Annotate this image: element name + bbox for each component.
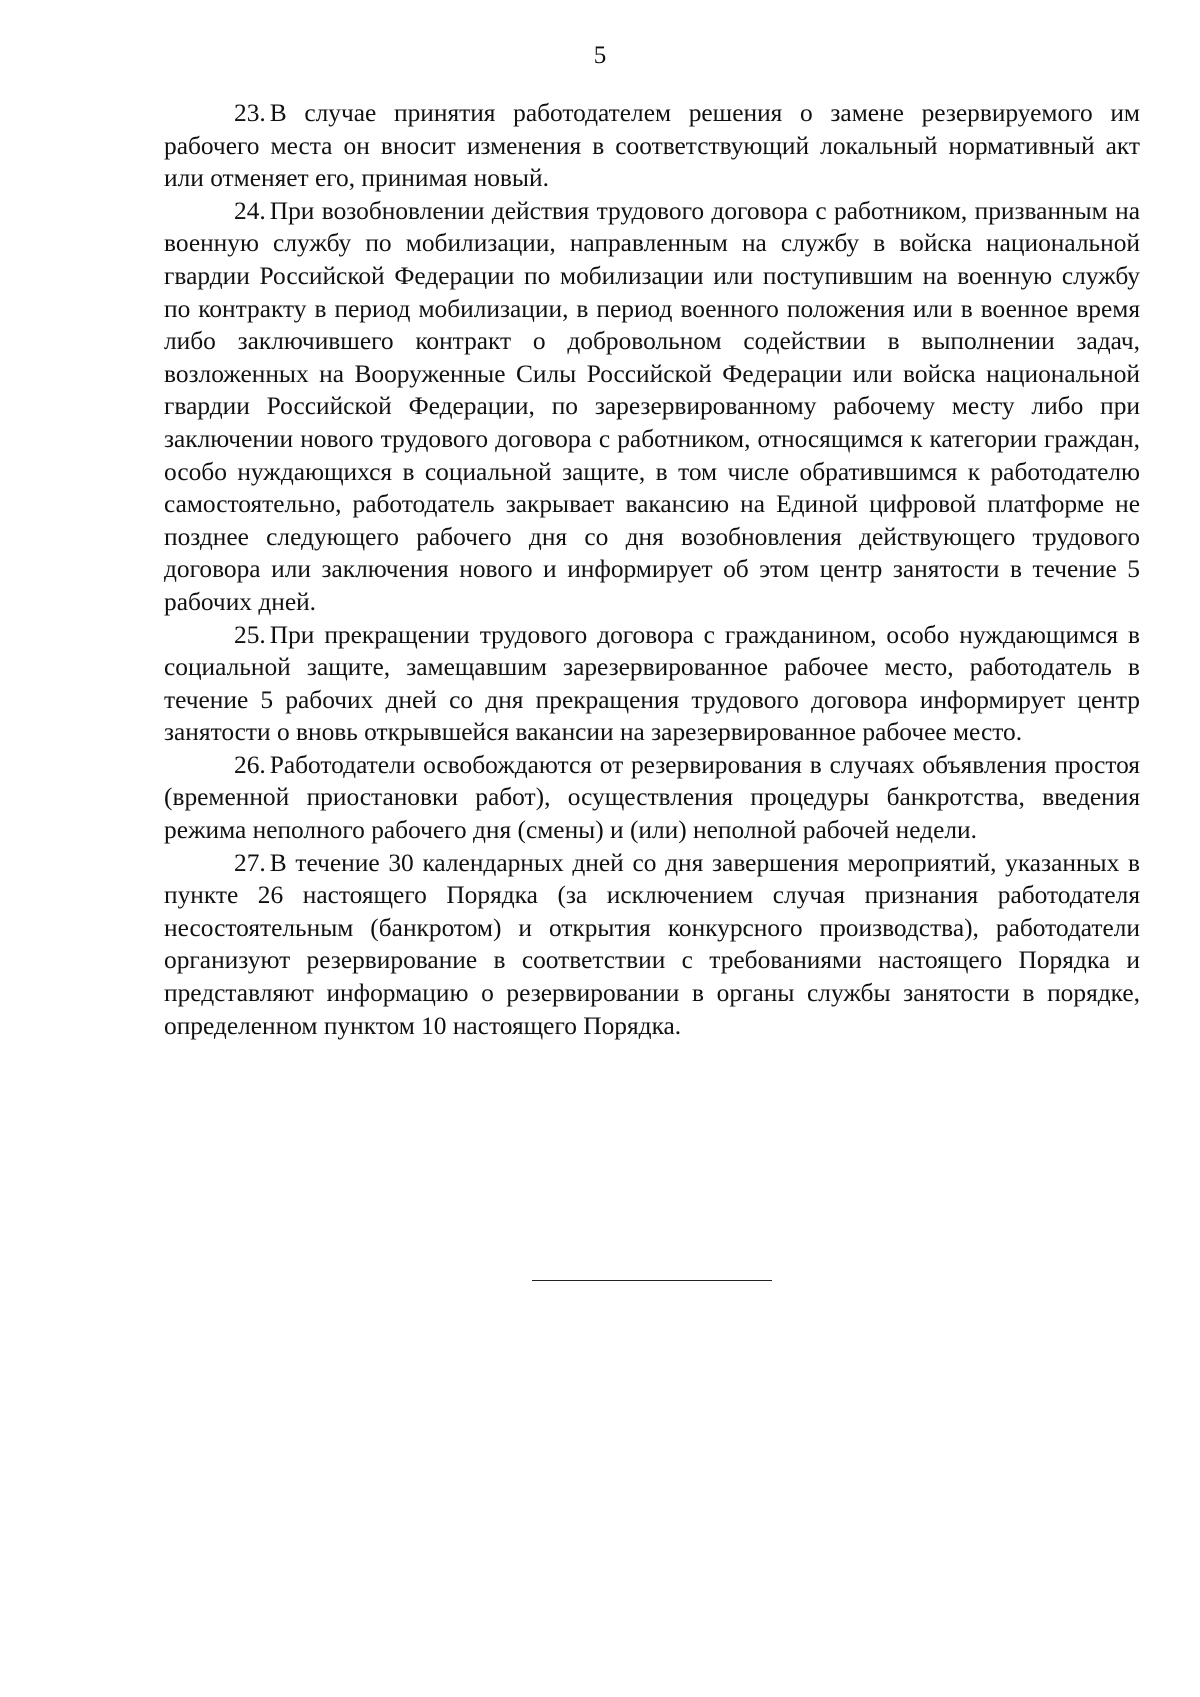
document-body xyxy=(164,97,1140,1042)
paragraph-26 xyxy=(164,749,1140,847)
paragraph-text: Работодатели освобождаются от резервирования в случаях объявления простоя (временной приостановки работ), осуществления процедуры банкротства, введения режима неполного рабочего дня (смены) и (или) неполной рабочей недели. xyxy=(164,750,1140,845)
page-number: 5 xyxy=(593,42,607,69)
paragraph-24 xyxy=(164,195,1140,619)
paragraph-number: 24. xyxy=(234,196,266,225)
end-of-document-rule xyxy=(532,1280,772,1281)
paragraph-text: При прекращении трудового договора с гражданином, особо нуждающимся в социальной защите, замещавшим зарезервированное рабочее место, работодатель в течение 5 рабочих дней со дня прекращения трудового договора информирует центр занятости о вновь открывшейся вакансии на зарезервированное рабочее место. xyxy=(164,620,1140,747)
paragraph-number: 23. xyxy=(234,99,266,127)
paragraph-text: При возобновлении действия трудового договора с работником, призванным на военную службу по мобилизации, направленным на службу в войска национальной гвардии Российской Федерации по мобилизации или поступившим на военную службу по контракту в период мобилизации, в период военного положения или в военное время либо заключившего контракт о добровольном содействии в выполнении задач, возложенных на Вооруженные Силы Российской Федерации или войска национальной гвардии Российской Федерации, по зарезервированному рабочему месту либо при заключении нового трудового договора с работником, относящимся к категории граждан, особо нуждающихся в социальной защите, в том числе обратившимся к работодателю самостоятельно, работодатель закрывает вакансию на Единой цифровой платформе не позднее следующего рабочего дня со дня возобновления действующего трудового договора или заключения нового и информирует об этом центр занятости в течение 5 рабочих дней. xyxy=(164,196,1140,616)
paragraph-text: В течение 30 календарных дней со дня завершения мероприятий, указанных в пункте 26 настоящего Порядка (за исключением случая признания работодателя несостоятельным (банкротом) и открытия конкурсного производства), работодатели организуют резервирование в соответствии с требованиями настоящего Порядка и представляют информацию о резервировании в органы службы занятости в порядке, определенном пунктом 10 настоящего Порядка. xyxy=(164,848,1140,1040)
paragraph-25 xyxy=(164,619,1140,749)
paragraph-text: В случае принятия работодателем решения о замене резервируемого им рабочего места он вносит изменения в соответствующий локальный нормативный акт или отменяет его, принимая новый. xyxy=(164,99,1140,193)
paragraph-27 xyxy=(164,847,1140,1043)
paragraph-23 xyxy=(164,97,1140,195)
paragraph-number: 26. xyxy=(234,750,266,779)
paragraph-number: 27. xyxy=(234,848,266,877)
paragraph-number: 25. xyxy=(234,620,266,649)
